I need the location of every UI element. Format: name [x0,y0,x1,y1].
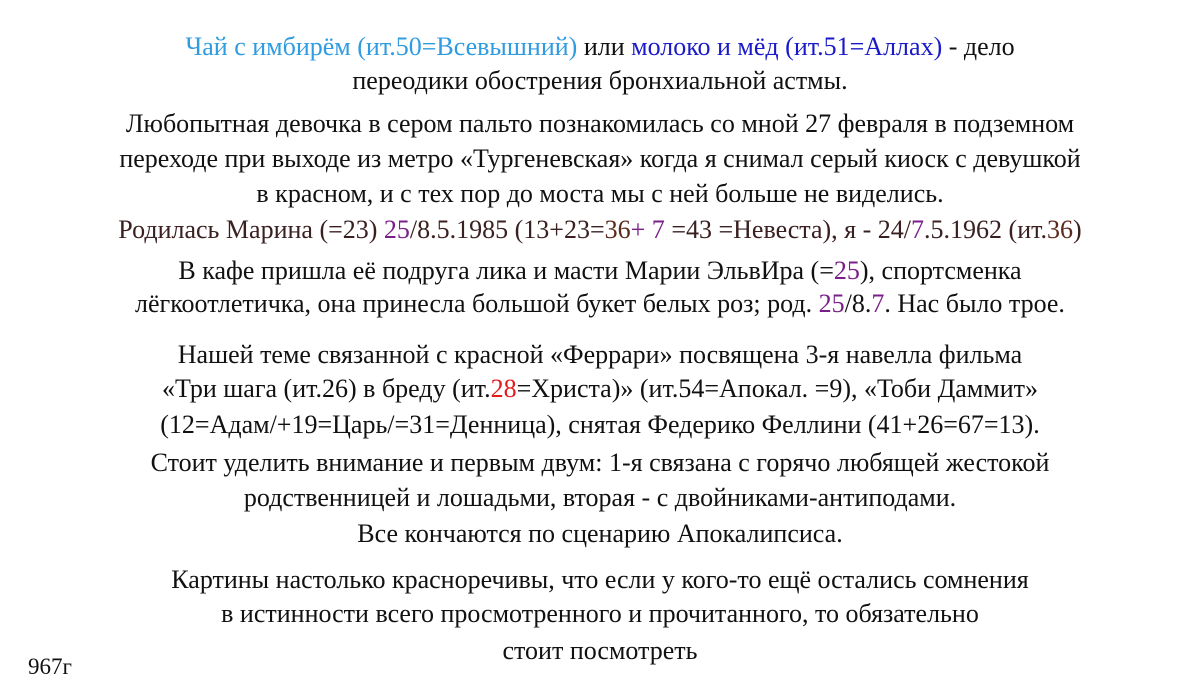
page-label: 967г [28,654,72,679]
text-line-7 [0,254,1200,288]
highlight-number: 36 [1047,215,1074,244]
text-line-4: переходе при выходе из метро «Тургеневская» когда я снимал серый киоск с девушкой [119,144,1081,173]
highlight-number: 28 [490,374,517,403]
highlight-number: 7 [911,215,925,244]
highlight-number: 7 [871,289,885,318]
text-segment: ) [1073,215,1082,244]
text-segment: «Три шага (ит.26) в бреду (ит. [161,374,491,403]
text-segment: =43 =Невеста), я - 24/ [664,215,912,244]
text-segment: лёгкоотлетичка, она принесла большой букет белых роз; род. [135,289,819,318]
text-line-8 [0,287,1200,321]
text-segment: - дело [942,32,1015,61]
text-line-10 [0,372,1200,406]
highlight-number: 25 [833,256,860,285]
text-segment: ), спортсменка [859,256,1022,285]
highlight-number: 25 [818,289,845,318]
text-segment: .5.1962 (ит. [924,215,1048,244]
text-segment: /8.5.1985 (13+23= [409,215,605,244]
text-line-2: переодики обострения бронхиальной астмы. [352,66,848,95]
text-line-5: в красном, и с тех пор до моста мы с ней больше не виделись. [256,179,944,208]
text-segment: . Нас было трое. [884,289,1065,318]
text-segment: /8. [844,289,872,318]
text-line-16: в истинности всего просмотренного и прочитанного, то обязательно [221,599,979,628]
highlight-ginger-tea: Чай с имбирём (ит.50=Всевышний) [185,32,578,61]
text-segment: =Христа)» (ит.54=Апокал. =9), «Тоби Даммит» [516,374,1039,403]
text-line-1 [0,30,1200,64]
text-line-17: стоит посмотреть [502,636,698,665]
text-segment: Родилась Марина (=23) [118,215,384,244]
highlight-milk-honey: молоко и мёд (ит.51=Аллах) [631,32,943,61]
text-line-3: Любопытная девочка в сером пальто познакомилась со мной 27 февраля в подземном [125,109,1075,138]
text-line-6 [0,213,1200,247]
text-line-14: Все кончаются по сценарию Апокалипсиса. [357,519,843,548]
text-segment: В кафе пришла её подруга лика и масти Марии ЭльвИра (= [178,256,834,285]
text-line-9: Нашей теме связанной с красной «Феррари» посвящена 3-я навелла фильма [177,340,1023,369]
text-line-11: (12=Адам/+19=Царь/=31=Денница), снятая Федерико Феллини (41+26=67=13). [160,410,1040,439]
highlight-number: 25 [383,215,410,244]
text-line-12: Стоит уделить внимание и первым двум: 1-я связана с горячо любящей жестокой [150,448,1050,477]
highlight-number: 36 [604,215,631,244]
text-segment: или [577,32,632,61]
highlight-number: + 7 [630,215,665,244]
text-line-13: родственницей и лошадьми, вторая - с двойниками-антиподами. [243,483,957,512]
text-line-15: Картины настолько красноречивы, что если у кого-то ещё остались сомнения [171,565,1029,594]
